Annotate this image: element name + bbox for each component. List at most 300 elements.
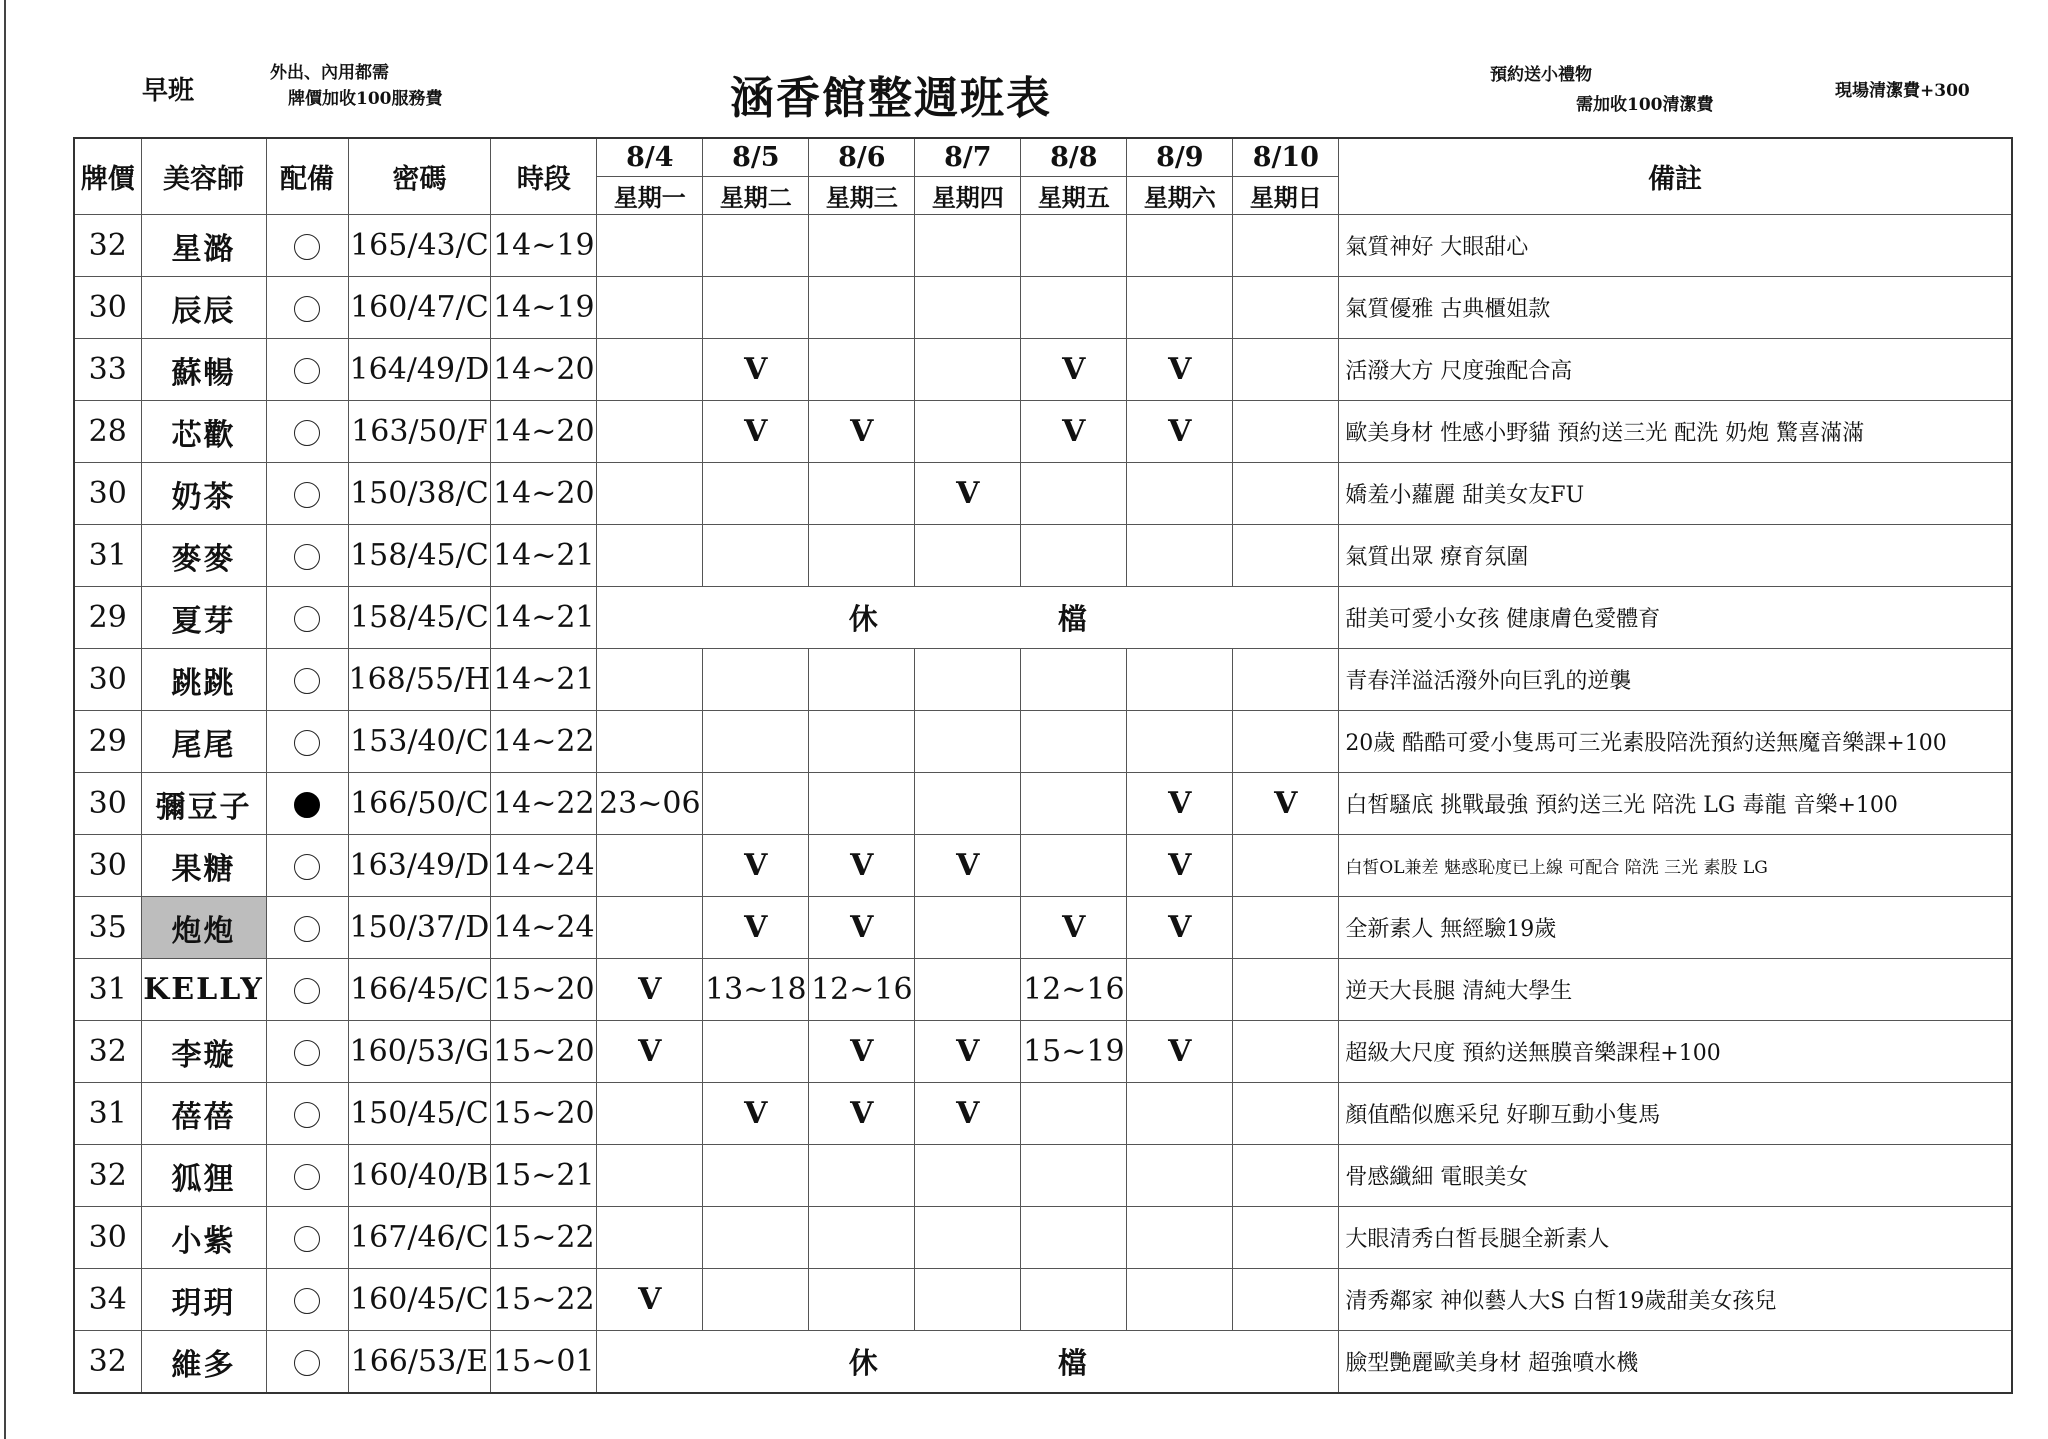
day-cell	[703, 711, 809, 773]
stylist-name: 尾尾	[141, 711, 266, 773]
day-cell	[1127, 215, 1233, 277]
day-cell	[915, 897, 1021, 959]
equipped-cell	[266, 277, 348, 339]
equipped-cell	[266, 525, 348, 587]
day-cell	[915, 773, 1021, 835]
open-circle-icon	[294, 482, 320, 508]
equipped-cell	[266, 587, 348, 649]
shift-label: 早班	[142, 76, 195, 106]
day-cell	[703, 215, 809, 277]
price-cell: 31	[74, 525, 141, 587]
day-cell: V	[1127, 835, 1233, 897]
day-cell	[1233, 1021, 1339, 1083]
open-circle-icon	[294, 1226, 320, 1252]
table-row	[74, 897, 2012, 959]
open-circle-icon	[294, 296, 320, 322]
day-cell	[1021, 773, 1127, 835]
day-cell	[703, 773, 809, 835]
day-cell	[809, 525, 915, 587]
weekly-schedule-table	[73, 137, 2013, 1394]
code-cell: 163/49/D	[348, 835, 491, 897]
remark-cell: 臉型艷麗歐美身材 超強噴水機	[1339, 1331, 2012, 1394]
day-cell: V	[703, 401, 809, 463]
remark-cell: 歐美身材 性感小野貓 預約送三光 配洗 奶炮 驚喜滿滿	[1339, 401, 2012, 463]
price-cell: 32	[74, 1021, 141, 1083]
equipped-cell	[266, 649, 348, 711]
stylist-name: 蓓蓓	[141, 1083, 266, 1145]
day-cell: V	[597, 1269, 703, 1331]
hours-cell: 14~20	[491, 401, 597, 463]
price-cell: 30	[74, 835, 141, 897]
day-cell	[597, 401, 703, 463]
equipped-cell	[266, 1207, 348, 1269]
hours-cell: 15~22	[491, 1207, 597, 1269]
table-row	[74, 773, 2012, 835]
day-cell	[1233, 463, 1339, 525]
day-cell: 15~19	[1021, 1021, 1127, 1083]
remark-cell: 白皙騷底 挑戰最強 預約送三光 陪洗 LG 毒龍 音樂+100	[1339, 773, 2012, 835]
open-circle-icon	[294, 1164, 320, 1190]
day-cell	[809, 463, 915, 525]
equipped-cell	[266, 1145, 348, 1207]
col-header-weekday: 星期二	[703, 177, 809, 215]
col-header-weekday: 星期一	[597, 177, 703, 215]
day-cell	[1021, 215, 1127, 277]
day-cell	[597, 649, 703, 711]
service-fee-note	[270, 60, 443, 112]
open-circle-icon	[294, 854, 320, 880]
col-header-weekday: 星期四	[915, 177, 1021, 215]
col-header-price: 牌價	[74, 138, 141, 215]
equipped-cell	[266, 1331, 348, 1394]
table-row	[74, 1207, 2012, 1269]
open-circle-icon	[294, 234, 320, 260]
day-cell	[597, 711, 703, 773]
col-header-remarks: 備註	[1339, 138, 2012, 215]
day-cell: V	[1021, 339, 1127, 401]
hours-cell: 14~24	[491, 835, 597, 897]
day-cell	[1127, 277, 1233, 339]
day-cell	[1233, 525, 1339, 587]
remark-cell: 大眼清秀白皙長腿全新素人	[1339, 1207, 2012, 1269]
table-row	[74, 959, 2012, 1021]
hours-cell: 15~20	[491, 959, 597, 1021]
day-cell	[1127, 525, 1233, 587]
day-cell	[1021, 1083, 1127, 1145]
equipped-cell	[266, 773, 348, 835]
day-cell	[1021, 711, 1127, 773]
open-circle-icon	[294, 1102, 320, 1128]
col-header-date: 8/6	[809, 138, 915, 177]
stylist-name: 狐狸	[141, 1145, 266, 1207]
day-cell	[1127, 1207, 1233, 1269]
col-header-hours: 時段	[491, 138, 597, 215]
page-title: 涵香館整週班表	[730, 73, 1052, 124]
day-cell	[597, 1145, 703, 1207]
table-row	[74, 339, 2012, 401]
remark-cell: 顏值酷似應采兒 好聊互動小隻馬	[1339, 1083, 2012, 1145]
open-circle-icon	[294, 916, 320, 942]
day-cell: 12~16	[809, 959, 915, 1021]
day-cell	[597, 1207, 703, 1269]
day-cell	[915, 649, 1021, 711]
day-cell	[1021, 649, 1127, 711]
day-cell: V	[703, 897, 809, 959]
table-row	[74, 1021, 2012, 1083]
code-cell: 160/47/C	[348, 277, 491, 339]
table-row	[74, 835, 2012, 897]
hours-cell: 15~21	[491, 1145, 597, 1207]
day-cell	[703, 1145, 809, 1207]
open-circle-icon	[294, 544, 320, 570]
equipped-cell	[266, 1269, 348, 1331]
price-cell: 29	[74, 587, 141, 649]
day-cell	[597, 463, 703, 525]
stylist-name: 玥玥	[141, 1269, 266, 1331]
remark-cell: 氣質神好 大眼甜心	[1339, 215, 2012, 277]
open-circle-icon	[294, 1040, 320, 1066]
day-cell	[915, 277, 1021, 339]
day-cell: V	[1021, 897, 1127, 959]
day-cell: V	[915, 463, 1021, 525]
col-header-date: 8/8	[1021, 138, 1127, 177]
day-cell: V	[1127, 897, 1233, 959]
day-cell	[915, 215, 1021, 277]
day-cell: V	[809, 835, 915, 897]
code-cell: 164/49/D	[348, 339, 491, 401]
day-cell	[1021, 525, 1127, 587]
equipped-cell	[266, 897, 348, 959]
day-cell: V	[809, 401, 915, 463]
day-cell: V	[809, 1021, 915, 1083]
hours-cell: 15~22	[491, 1269, 597, 1331]
col-header-weekday: 星期六	[1127, 177, 1233, 215]
remark-cell: 白皙OL兼差 魅惑恥度已上線 可配合 陪洗 三光 素股 LG	[1339, 835, 2012, 897]
day-cell	[809, 1269, 915, 1331]
price-cell: 31	[74, 1083, 141, 1145]
col-header-weekday: 星期日	[1233, 177, 1339, 215]
day-cell	[915, 1207, 1021, 1269]
day-cell: V	[1021, 401, 1127, 463]
day-cell	[809, 215, 915, 277]
hours-cell: 15~01	[491, 1331, 597, 1394]
price-cell: 30	[74, 1207, 141, 1269]
price-cell: 31	[74, 959, 141, 1021]
col-header-equipped: 配備	[266, 138, 348, 215]
col-header-weekday: 星期五	[1021, 177, 1127, 215]
day-cell	[703, 463, 809, 525]
stylist-name: 果糖	[141, 835, 266, 897]
col-header-date: 8/4	[597, 138, 703, 177]
day-cell	[1021, 835, 1127, 897]
hours-cell: 14~21	[491, 649, 597, 711]
col-header-date: 8/5	[703, 138, 809, 177]
day-cell	[1233, 339, 1339, 401]
day-cell	[1127, 959, 1233, 1021]
day-cell: V	[1233, 773, 1339, 835]
open-circle-icon	[294, 358, 320, 384]
day-cell: V	[1127, 1021, 1233, 1083]
price-cell: 32	[74, 1145, 141, 1207]
code-cell: 168/55/H	[348, 649, 491, 711]
schedule-body	[74, 215, 2012, 1394]
code-cell: 165/43/C	[348, 215, 491, 277]
stylist-name: 奶茶	[141, 463, 266, 525]
gift-note-line1: 預約送小禮物	[1490, 65, 1592, 85]
rest-label: 休	[848, 1346, 878, 1380]
day-cell	[1233, 835, 1339, 897]
table-row	[74, 649, 2012, 711]
remark-cell: 清秀鄰家 神似藝人大S 白皙19歲甜美女孩兒	[1339, 1269, 2012, 1331]
day-cell: V	[703, 835, 809, 897]
day-cell: V	[915, 1021, 1021, 1083]
stylist-name: KELLY	[141, 959, 266, 1021]
hours-cell: 14~22	[491, 711, 597, 773]
code-cell: 150/38/C	[348, 463, 491, 525]
day-cell: V	[915, 835, 1021, 897]
day-cell	[597, 277, 703, 339]
equipped-cell	[266, 463, 348, 525]
price-cell: 35	[74, 897, 141, 959]
code-cell: 163/50/F	[348, 401, 491, 463]
col-header-weekday: 星期三	[809, 177, 915, 215]
day-cell: 23~06	[597, 773, 703, 835]
remark-cell: 超級大尺度 預約送無膜音樂課程+100	[1339, 1021, 2012, 1083]
equipped-cell	[266, 1021, 348, 1083]
col-header-date: 8/7	[915, 138, 1021, 177]
day-cell	[1233, 711, 1339, 773]
rest-label: 檔	[1057, 1346, 1087, 1380]
hours-cell: 14~22	[491, 773, 597, 835]
equipped-cell	[266, 401, 348, 463]
stylist-name: 彌豆子	[141, 773, 266, 835]
hours-cell: 14~19	[491, 215, 597, 277]
day-cell: V	[703, 1083, 809, 1145]
day-cell	[1233, 1207, 1339, 1269]
day-cell: V	[809, 1083, 915, 1145]
remark-cell: 逆天大長腿 清純大學生	[1339, 959, 2012, 1021]
table-row	[74, 1083, 2012, 1145]
col-header-code: 密碼	[348, 138, 491, 215]
day-cell	[809, 773, 915, 835]
open-circle-icon	[294, 730, 320, 756]
day-cell	[809, 1145, 915, 1207]
stylist-name: 李璇	[141, 1021, 266, 1083]
price-cell: 34	[74, 1269, 141, 1331]
equipped-cell	[266, 339, 348, 401]
day-cell	[597, 897, 703, 959]
day-cell	[703, 649, 809, 711]
day-cell: V	[597, 1021, 703, 1083]
day-cell	[1233, 649, 1339, 711]
remark-cell: 20歲 酷酷可愛小隻馬可三光素股陪洗預約送無魔音樂課+100	[1339, 711, 2012, 773]
price-cell: 32	[74, 215, 141, 277]
day-cell	[1127, 1083, 1233, 1145]
stylist-name: 芯歡	[141, 401, 266, 463]
table-row	[74, 1269, 2012, 1331]
stylist-name: 跳跳	[141, 649, 266, 711]
table-row	[74, 277, 2012, 339]
day-cell	[1233, 401, 1339, 463]
stylist-name: 夏芽	[141, 587, 266, 649]
equipped-cell	[266, 959, 348, 1021]
day-cell	[703, 525, 809, 587]
hours-cell: 14~21	[491, 587, 597, 649]
open-circle-icon	[294, 420, 320, 446]
col-header-date: 8/9	[1127, 138, 1233, 177]
day-cell	[1233, 1269, 1339, 1331]
remark-cell: 全新素人 無經驗19歲	[1339, 897, 2012, 959]
hours-cell: 15~20	[491, 1021, 597, 1083]
day-cell	[1127, 1145, 1233, 1207]
stylist-name: 炮炮	[141, 897, 266, 959]
stylist-name: 維多	[141, 1331, 266, 1394]
table-row	[74, 463, 2012, 525]
day-cell	[915, 525, 1021, 587]
filled-circle-icon	[294, 792, 320, 818]
hours-cell: 14~20	[491, 463, 597, 525]
code-cell: 158/45/C	[348, 525, 491, 587]
open-circle-icon	[294, 668, 320, 694]
day-cell: V	[1127, 773, 1233, 835]
day-cell	[597, 215, 703, 277]
table-row	[74, 1331, 2012, 1394]
day-cell: V	[1127, 339, 1233, 401]
day-cell	[1021, 463, 1127, 525]
day-cell: V	[1127, 401, 1233, 463]
day-cell	[703, 1021, 809, 1083]
day-cell	[703, 1207, 809, 1269]
day-cell	[1233, 897, 1339, 959]
hours-cell: 15~20	[491, 1083, 597, 1145]
day-cell	[809, 339, 915, 401]
day-cell	[1021, 277, 1127, 339]
day-cell	[1233, 1145, 1339, 1207]
equipped-cell	[266, 711, 348, 773]
day-cell	[1021, 1207, 1127, 1269]
day-cell	[915, 339, 1021, 401]
day-cell	[809, 1207, 915, 1269]
page-left-border	[4, 0, 6, 1439]
day-cell	[915, 1145, 1021, 1207]
day-cell: V	[809, 897, 915, 959]
day-cell: V	[703, 339, 809, 401]
remark-cell: 甜美可愛小女孩 健康膚色愛體育	[1339, 587, 2012, 649]
price-cell: 30	[74, 277, 141, 339]
open-circle-icon	[294, 1350, 320, 1376]
code-cell: 166/45/C	[348, 959, 491, 1021]
day-cell: V	[597, 959, 703, 1021]
open-circle-icon	[294, 606, 320, 632]
day-cell	[809, 649, 915, 711]
day-cell: 13~18	[703, 959, 809, 1021]
rest-label: 檔	[1057, 602, 1087, 636]
day-cell	[915, 711, 1021, 773]
table-row	[74, 1145, 2012, 1207]
code-cell: 160/45/C	[348, 1269, 491, 1331]
price-cell: 30	[74, 649, 141, 711]
remark-cell: 活潑大方 尺度強配合高	[1339, 339, 2012, 401]
table-row	[74, 587, 2012, 649]
day-cell	[1233, 959, 1339, 1021]
equipped-cell	[266, 1083, 348, 1145]
day-cell	[703, 1269, 809, 1331]
day-cell	[809, 277, 915, 339]
day-cell	[597, 525, 703, 587]
rest-cell	[597, 587, 1339, 649]
rest-cell	[597, 1331, 1339, 1394]
cleaning-fee-note: 現場清潔費+300	[1835, 81, 1970, 101]
header-row-dates	[74, 138, 2012, 177]
day-cell	[597, 1083, 703, 1145]
hours-cell: 14~24	[491, 897, 597, 959]
price-cell: 33	[74, 339, 141, 401]
code-cell: 160/40/B	[348, 1145, 491, 1207]
service-fee-note-line2: 牌價加收100服務費	[288, 89, 443, 109]
day-cell	[1127, 1269, 1233, 1331]
price-cell: 29	[74, 711, 141, 773]
table-row	[74, 711, 2012, 773]
code-cell: 166/50/C	[348, 773, 491, 835]
day-cell	[1233, 215, 1339, 277]
day-cell	[915, 401, 1021, 463]
stylist-name: 辰辰	[141, 277, 266, 339]
day-cell	[915, 1269, 1021, 1331]
price-cell: 28	[74, 401, 141, 463]
day-cell	[915, 959, 1021, 1021]
table-row	[74, 401, 2012, 463]
day-cell	[1127, 463, 1233, 525]
table-row	[74, 215, 2012, 277]
code-cell: 150/37/D	[348, 897, 491, 959]
gift-note	[1490, 60, 1714, 120]
day-cell	[597, 835, 703, 897]
col-header-date: 8/10	[1233, 138, 1339, 177]
code-cell: 150/45/C	[348, 1083, 491, 1145]
day-cell	[809, 711, 915, 773]
code-cell: 166/53/E	[348, 1331, 491, 1394]
day-cell	[1127, 649, 1233, 711]
price-cell: 32	[74, 1331, 141, 1394]
remark-cell: 骨感纖細 電眼美女	[1339, 1145, 2012, 1207]
hours-cell: 14~20	[491, 339, 597, 401]
day-cell: 12~16	[1021, 959, 1127, 1021]
col-header-stylist: 美容師	[141, 138, 266, 215]
day-cell	[1021, 1269, 1127, 1331]
price-cell: 30	[74, 773, 141, 835]
stylist-name: 星潞	[141, 215, 266, 277]
hours-cell: 14~19	[491, 277, 597, 339]
service-fee-note-line1: 外出、內用都需	[270, 63, 389, 83]
day-cell	[597, 339, 703, 401]
remark-cell: 青春洋溢活潑外向巨乳的逆襲	[1339, 649, 2012, 711]
day-cell	[703, 277, 809, 339]
hours-cell: 14~21	[491, 525, 597, 587]
gift-note-line2: 需加收100清潔費	[1576, 95, 1714, 115]
day-cell	[1127, 711, 1233, 773]
rest-label: 休	[848, 602, 878, 636]
open-circle-icon	[294, 978, 320, 1004]
table-row	[74, 525, 2012, 587]
price-cell: 30	[74, 463, 141, 525]
code-cell: 160/53/G	[348, 1021, 491, 1083]
remark-cell: 氣質出眾 療育氛圍	[1339, 525, 2012, 587]
stylist-name: 麥麥	[141, 525, 266, 587]
equipped-cell	[266, 215, 348, 277]
remark-cell: 氣質優雅 古典櫃姐款	[1339, 277, 2012, 339]
day-cell	[1233, 277, 1339, 339]
stylist-name: 小紫	[141, 1207, 266, 1269]
